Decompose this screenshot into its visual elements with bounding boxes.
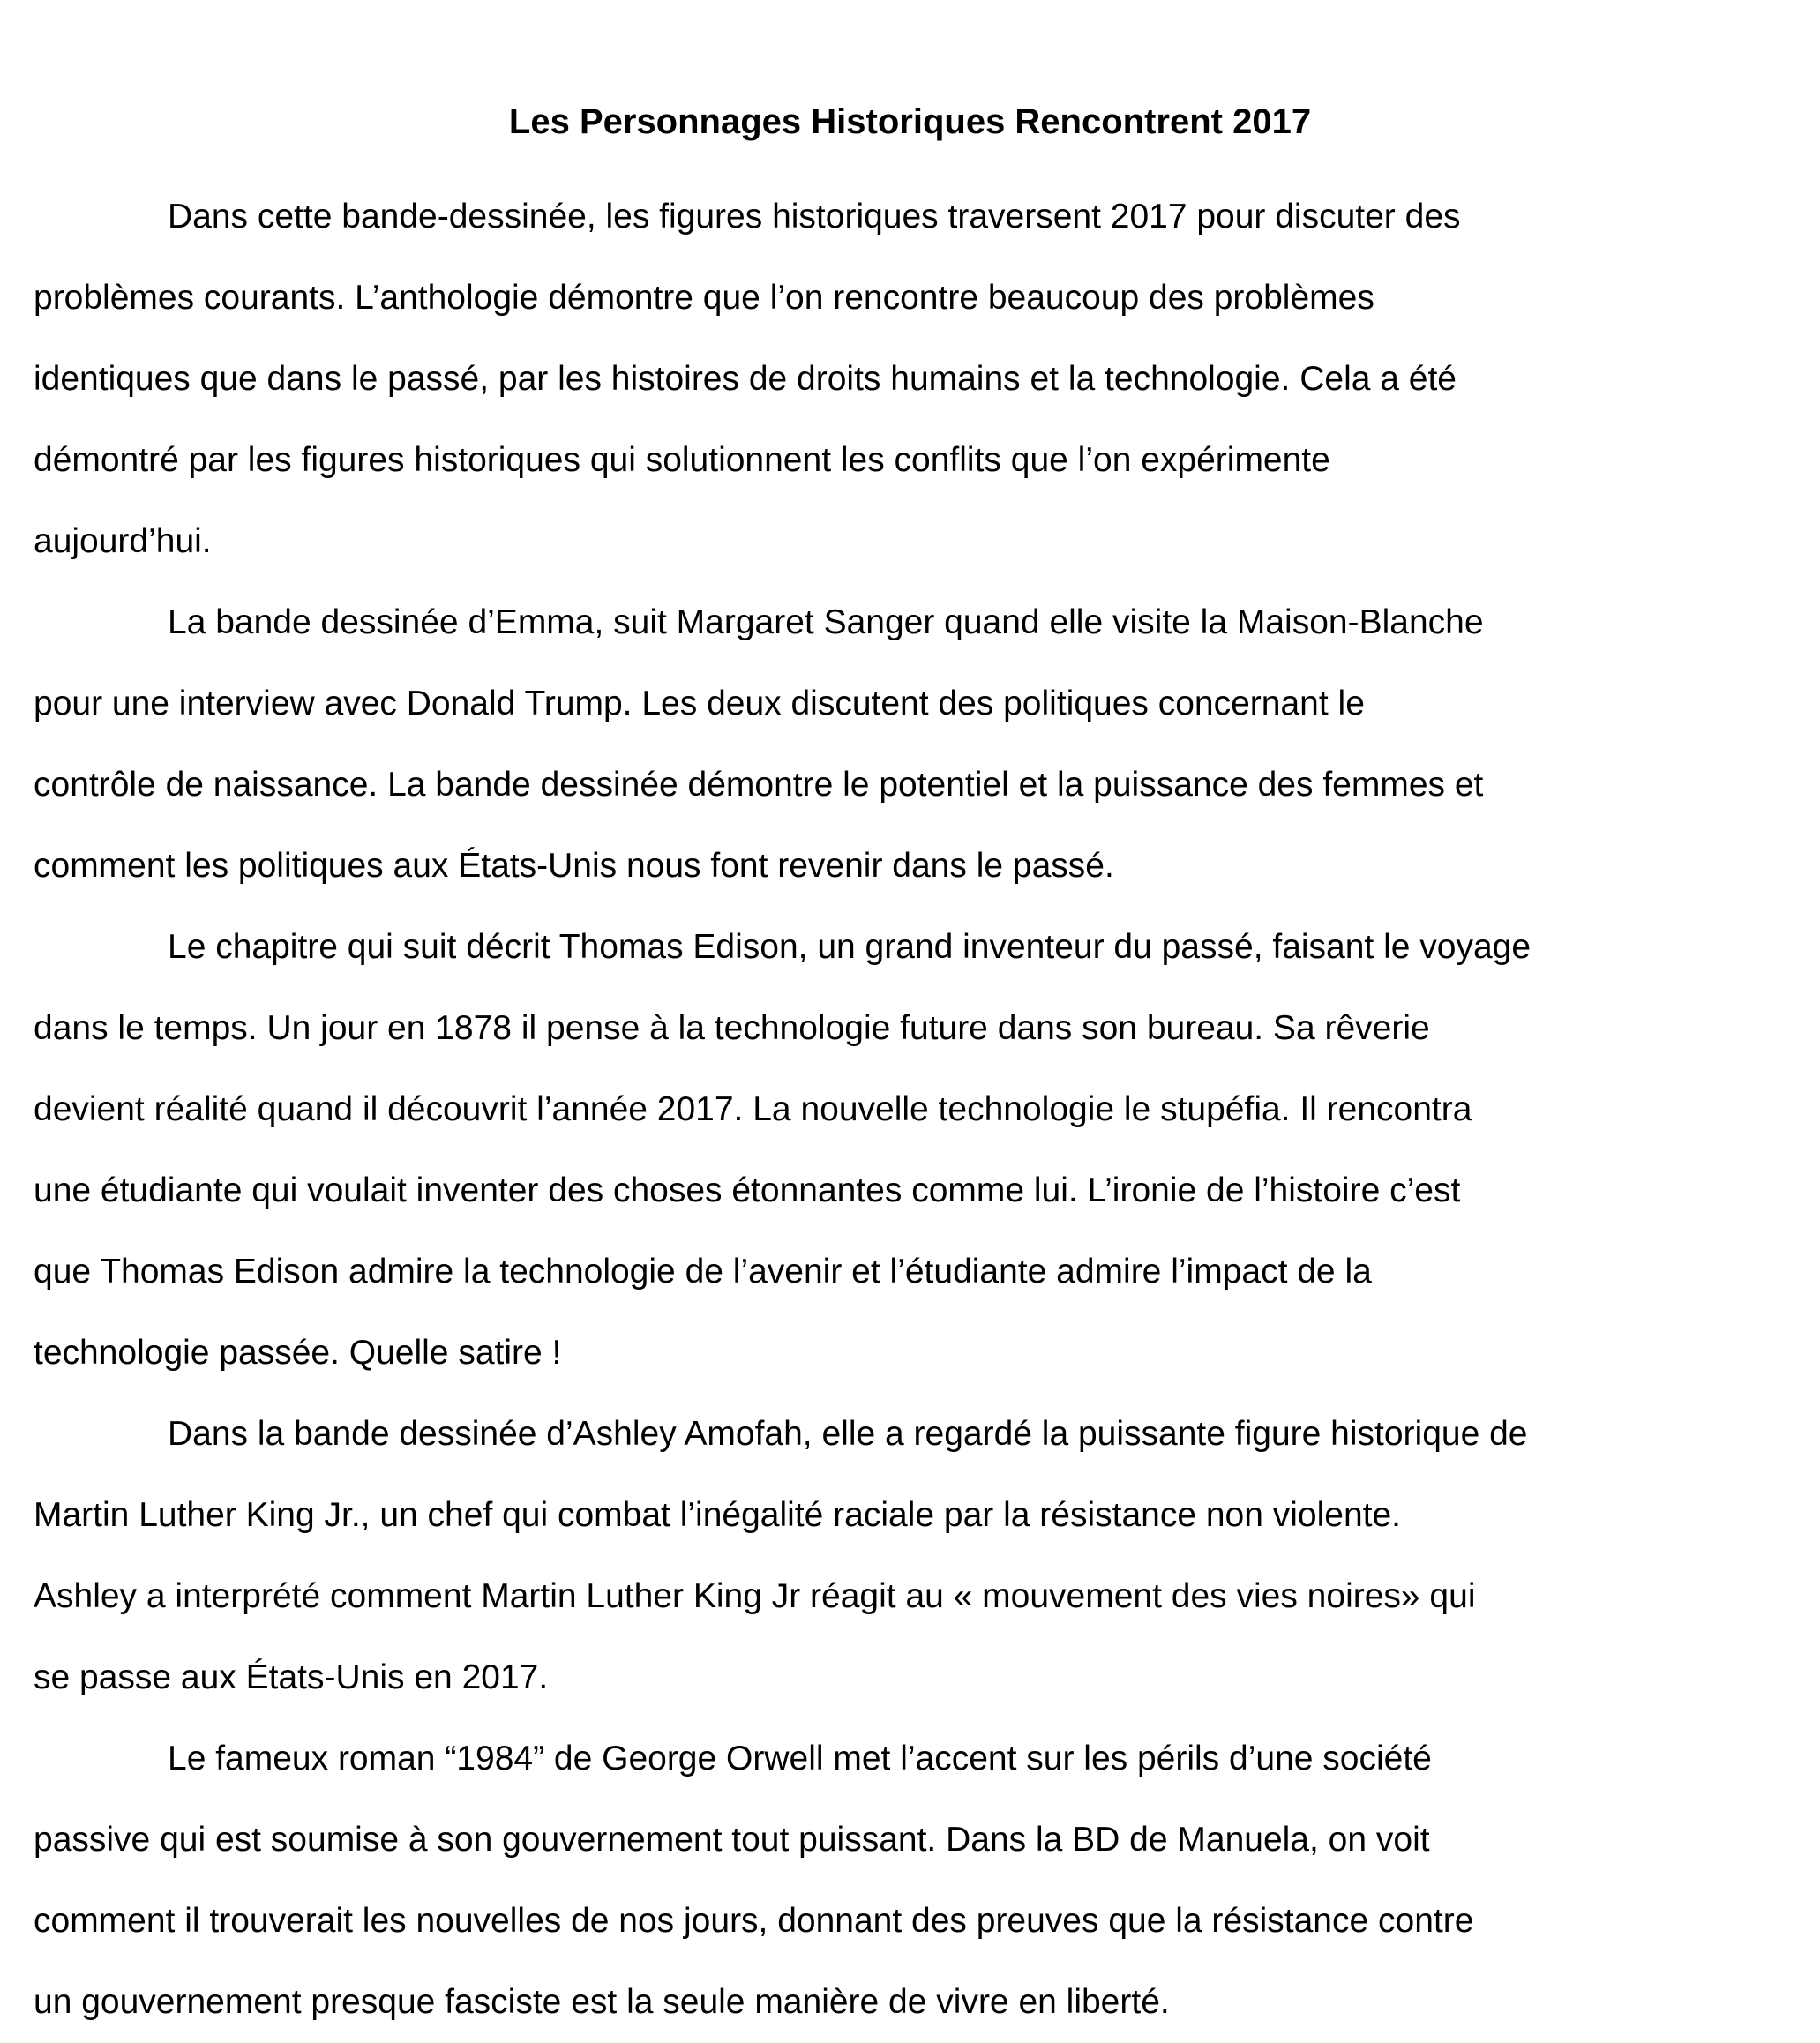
text-line: Dans cette bande-dessinée, les figures historiques traversent 2017 pour discuter des xyxy=(168,198,1461,236)
text-line: aujourd’hui. xyxy=(34,522,212,560)
text-line: contrôle de naissance. La bande dessinée démontre le potentiel et la puissance des femmes et xyxy=(34,766,1484,804)
paragraph-ashley xyxy=(34,1394,1798,1718)
text-line: La bande dessinée d’Emma, suit Margaret Sanger quand elle visite la Maison-Blanche xyxy=(168,603,1484,641)
text-line: pour une interview avec Donald Trump. Les deux discutent des politiques concernant le xyxy=(34,685,1365,722)
text-line: que Thomas Edison admire la technologie de l’avenir et l’étudiante admire l’impact de la xyxy=(34,1253,1372,1291)
text-line: Martin Luther King Jr., un chef qui combat l’inégalité raciale par la résistance non violente. xyxy=(34,1496,1402,1534)
paragraph-emma xyxy=(34,582,1798,907)
text-line: démontré par les figures historiques qui solutionnent les conflits que l’on expérimente xyxy=(34,441,1330,479)
text-line: Ashley a interprété comment Martin Luther King Jr réagit au « mouvement des vies noires» qui xyxy=(34,1577,1476,1615)
text-line: une étudiante qui voulait inventer des choses étonnantes comme lui. L’ironie de l’histoire c’est xyxy=(34,1171,1461,1209)
text-line: Le chapitre qui suit décrit Thomas Edison, un grand inventeur du passé, faisant le voyage xyxy=(168,928,1532,966)
text-line: devient réalité quand il découvrit l’année 2017. La nouvelle technologie le stupéfia. Il rencontra xyxy=(34,1090,1472,1128)
text-line: dans le temps. Un jour en 1878 il pense à la technologie future dans son bureau. Sa rêverie xyxy=(34,1009,1430,1047)
text-line: Dans la bande dessinée d’Ashley Amofah, elle a regardé la puissante figure historique de xyxy=(168,1415,1528,1453)
text-line: identiques que dans le passé, par les histoires de droits humains et la technologie. Cela a été xyxy=(34,360,1457,398)
text-line: comment il trouverait les nouvelles de nos jours, donnant des preuves que la résistance contre xyxy=(34,1902,1474,1940)
document-title: Les Personnages Historiques Rencontrent 2017 xyxy=(508,102,1312,141)
text-line: un gouvernement presque fasciste est la seule manière de vivre en liberté. xyxy=(34,1983,1170,2021)
text-line: comment les politiques aux États-Unis nous font revenir dans le passé. xyxy=(34,847,1114,885)
text-line: Le fameux roman “1984” de George Orwell met l’accent sur les périls d’une société xyxy=(168,1740,1432,1777)
text-line: passive qui est soumise à son gouvernement tout puissant. Dans la BD de Manuela, on voit xyxy=(34,1821,1430,1859)
paragraph-manuela xyxy=(34,1718,1798,2043)
paragraph-edison xyxy=(34,907,1798,1394)
text-line: problèmes courants. L’anthologie démontre que l’on rencontre beaucoup des problèmes xyxy=(34,279,1374,317)
document-body xyxy=(34,176,1798,2043)
paragraph-intro xyxy=(34,176,1798,582)
text-line: se passe aux États-Unis en 2017. xyxy=(34,1658,549,1696)
text-line: technologie passée. Quelle satire ! xyxy=(34,1334,562,1372)
